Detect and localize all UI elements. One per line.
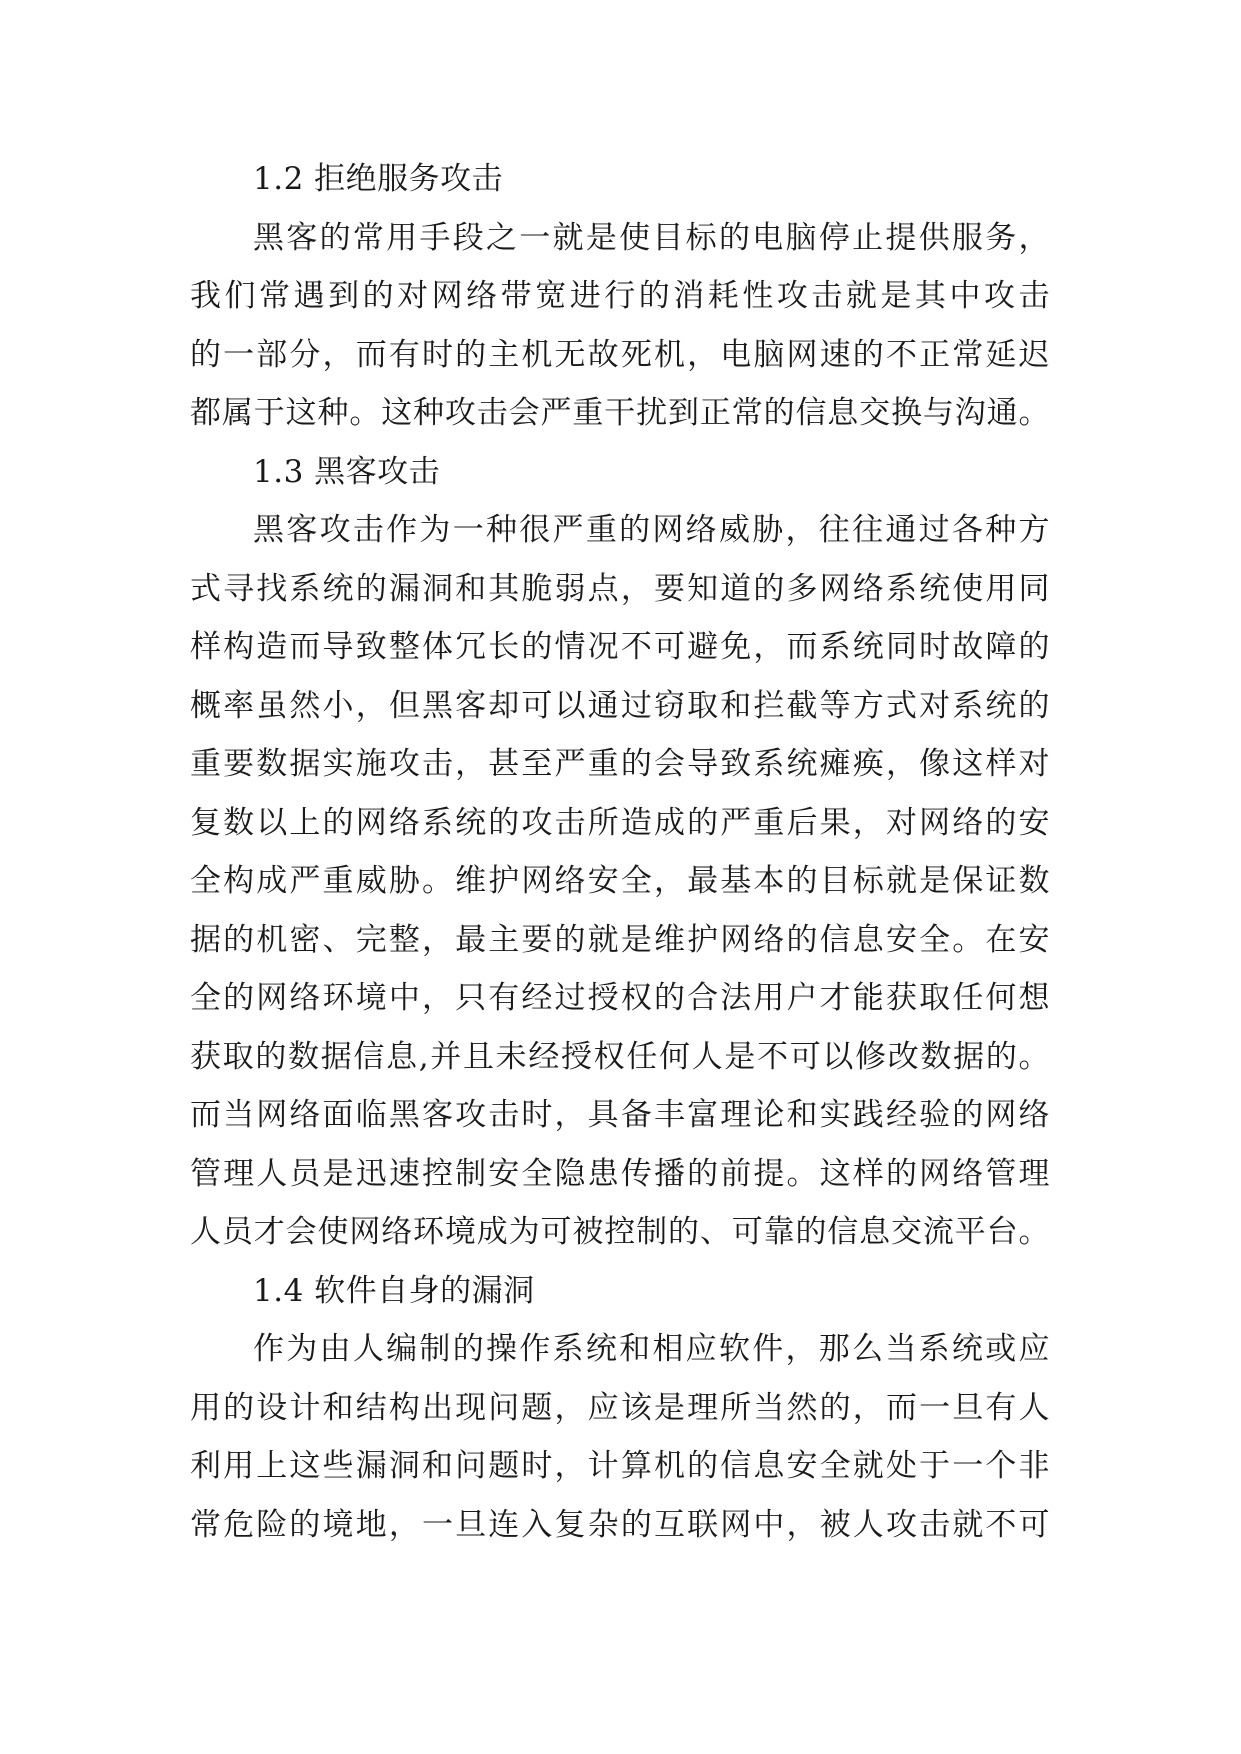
section-heading: 1.4 软件自身的漏洞 — [253, 1272, 535, 1309]
paragraph-line: 复数以上的网络系统的攻击所造成的严重后果，对网络的安 — [190, 804, 1050, 841]
paragraph-line: 用的设计和结构出现问题，应该是理所当然的，而一旦有人 — [190, 1389, 1050, 1426]
paragraph-line: 人员才会使网络环境成为可被控制的、可靠的信息交流平台。 — [190, 1214, 1050, 1250]
section-heading: 1.2 拒绝服务攻击 — [253, 161, 504, 197]
paragraph-line: 作为由人编制的操作系统和相应软件，那么当系统或应 — [253, 1331, 1050, 1367]
paragraph-line: 式寻找系统的漏洞和其脆弱点，要知道的多网络系统使用同 — [190, 570, 1050, 607]
paragraph-line: 重要数据实施攻击，甚至严重的会导致系统瘫痪，像这样对 — [190, 746, 1050, 782]
section-heading: 1.3 黑客攻击 — [253, 453, 441, 490]
paragraph-line: 获取的数据信息,并且未经授权任何人是不可以修改数据的。 — [190, 1038, 1050, 1075]
paragraph-line: 都属于这种。这种攻击会严重干扰到正常的信息交换与沟通。 — [190, 395, 1050, 431]
paragraph-line: 据的机密、完整，最主要的就是维护网络的信息安全。在安 — [190, 921, 1050, 958]
document-page — [190, 150, 1050, 1554]
paragraph-line: 全的网络环境中，只有经过授权的合法用户才能获取任何想 — [190, 980, 1050, 1016]
paragraph — [190, 1320, 1050, 1554]
paragraph — [190, 501, 1050, 1262]
paragraph-line: 利用上这些漏洞和问题时，计算机的信息安全就处于一个非 — [190, 1448, 1050, 1484]
paragraph-line: 样构造而导致整体冗长的情况不可避免，而系统同时故障的 — [190, 629, 1050, 665]
paragraph-line: 全构成严重威胁。维护网络安全，最基本的目标就是保证数 — [190, 863, 1050, 899]
paragraph-line: 黑客的常用手段之一就是使目标的电脑停止提供服务， — [253, 219, 1050, 256]
paragraph — [190, 209, 1050, 443]
paragraph-line: 的一部分，而有时的主机无故死机，电脑网速的不正常延迟 — [190, 336, 1050, 373]
paragraph-line: 管理人员是迅速控制安全隐患传播的前提。这样的网络管理 — [190, 1155, 1050, 1192]
paragraph-line: 而当网络面临黑客攻击时，具备丰富理论和实践经验的网络 — [190, 1097, 1050, 1133]
paragraph-line: 常危险的境地，一旦连入复杂的互联网中，被人攻击就不可 — [190, 1506, 1050, 1543]
paragraph-line: 我们常遇到的对网络带宽进行的消耗性攻击就是其中攻击 — [190, 278, 1050, 314]
paragraph-line: 概率虽然小，但黑客却可以通过窃取和拦截等方式对系统的 — [190, 687, 1050, 724]
paragraph-line: 黑客攻击作为一种很严重的网络威胁，往往通过各种方 — [253, 512, 1050, 548]
